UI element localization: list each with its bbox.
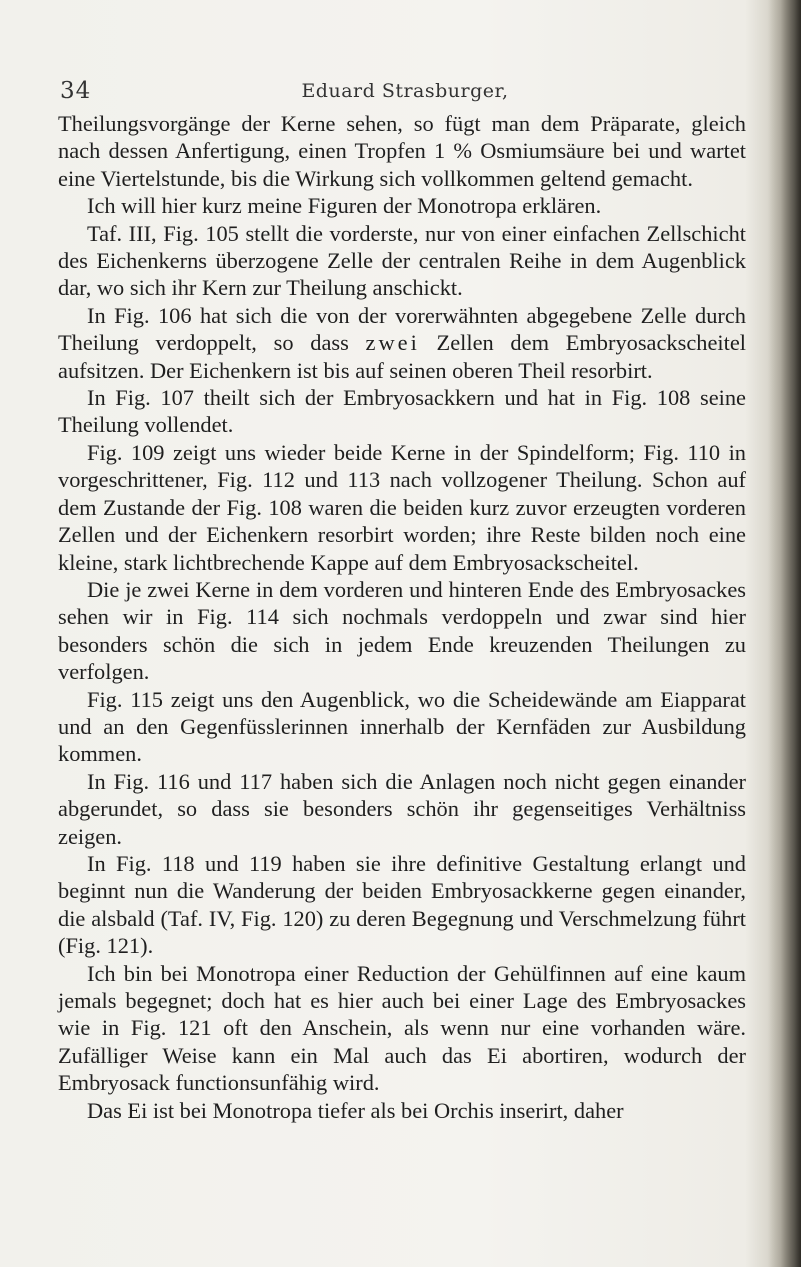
paragraph: Die je zwei Kerne in dem vorderen und hinteren Ende des Embryosackes sehen wir in Fig. 114 sich nochmals verdoppeln und zwar sind hier besonders schön die sich in jedem Ende kreuzenden Theilungen zu verfolgen.: [58, 576, 746, 685]
paragraph: Fig. 109 zeigt uns wieder beide Kerne in der Spindelform; Fig. 110 in vorgeschrittener, Fig. 112 und 113 nach vollzogener Theilung. Schon auf dem Zustande der Fig. 108 waren die beiden kurz zuvor erzeugten vorderen Zellen und der Eichenkern resorbirt worden; ihre Reste bilden noch eine kleine, stark lichtbrechende Kappe auf dem Embryosackscheitel.: [58, 439, 746, 575]
paragraph: Taf. III, Fig. 105 stellt die vorderste, nur von einer einfachen Zellschicht des Eichenkerns überzogene Zelle der centralen Reihe in dem Augenblick dar, wo sich ihr Kern zur Theilung anschickt.: [58, 220, 746, 301]
paragraph: Ich bin bei Monotropa einer Reduction der Gehülfinnen auf eine kaum jemals begegnet; doch hat es hier auch bei einer Lage des Embryosackes wie in Fig. 121 oft den Anschein, als wenn nur eine vorhanden wäre. Zufälliger Weise kann ein Mal auch das Ei abortiren, wodurch der Embryosack functionsunfähig wird.: [58, 960, 746, 1096]
paragraph-text: Zellen dem Embryosackscheitel aufsitzen. Der Eichenkern ist bis auf seinen oberen Theil resorbirt.: [58, 330, 747, 383]
book-binding-edge: [767, 0, 801, 1267]
paragraph: In Fig. 116 und 117 haben sich die Anlagen noch nicht gegen einander abgerundet, so dass sie besonders schön ihr gegenseitiges Verhältniss zeigen.: [58, 768, 746, 849]
paragraph: In Fig. 107 theilt sich der Embryosackkern und hat in Fig. 108 seine Theilung vollendet.: [58, 385, 746, 438]
page-number: 34: [60, 78, 92, 104]
running-head: Eduard Strasburger,: [301, 80, 509, 102]
paragraph: [58, 302, 746, 384]
paragraph: Ich will hier kurz meine Figuren der Monotropa erklären.: [87, 193, 602, 219]
paragraph: Fig. 115 zeigt uns den Augenblick, wo die Scheidewände am Eiapparat und an den Gegenfüsslerinnen innerhalb der Kernfäden zur Ausbildung kommen.: [58, 686, 746, 767]
page-header: [60, 78, 750, 108]
paragraph: Das Ei ist bei Monotropa tiefer als bei Orchis inserirt, daher: [87, 1097, 624, 1123]
body-text: [58, 110, 746, 1124]
paragraph-text: In Fig. 106 hat sich die von der vorerwähnten abgegebene Zelle durch Theilung verdoppelt, so dass: [58, 302, 746, 356]
paragraph: Theilungsvorgänge der Kerne sehen, so fügt man dem Präparate, gleich nach dessen Anfertigung, einen Tropfen 1 % Osmiumsäure bei und wartet eine Viertelstunde, bis die Wirkung sich vollkommen geltend gemacht.: [58, 111, 746, 191]
spaced-word: zwei: [365, 330, 420, 356]
paragraph: In Fig. 118 und 119 haben sie ihre definitive Gestaltung erlangt und beginnt nun die Wanderung der beiden Embryosackkerne gegen einander, die alsbald (Taf. IV, Fig. 120) zu deren Begegnung und Verschmelzung führt (Fig. 121).: [58, 850, 746, 959]
